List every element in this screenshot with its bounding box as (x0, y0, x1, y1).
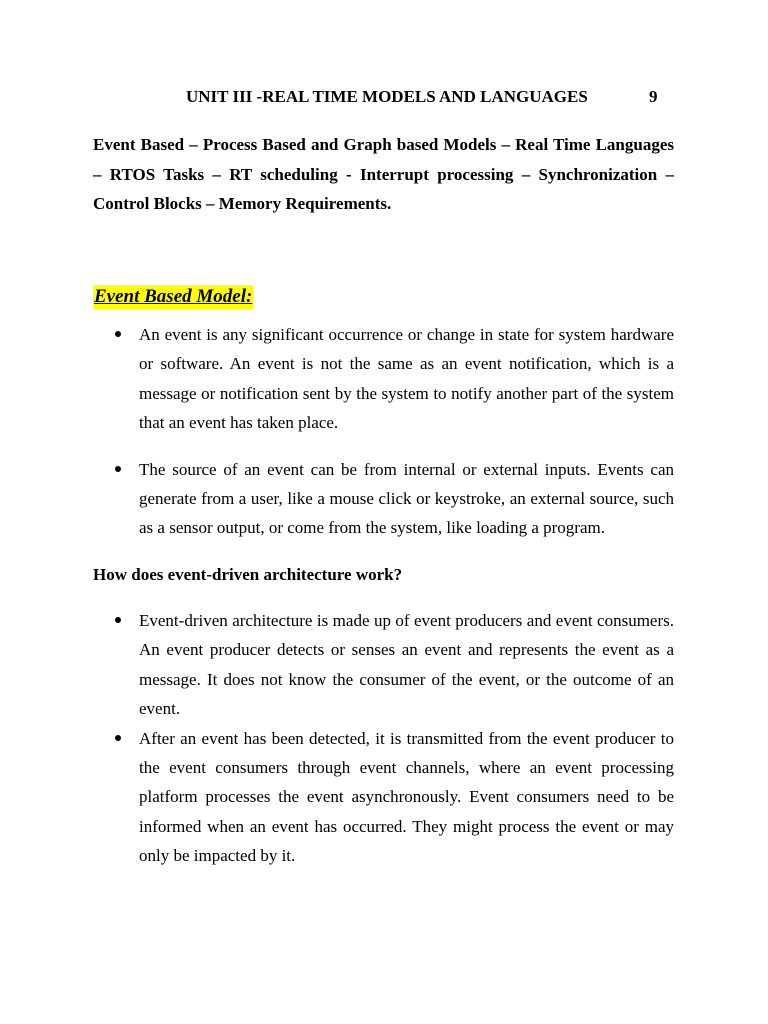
page-number: 9 (649, 87, 658, 106)
bullet-dot-icon (115, 331, 121, 337)
event-bullet-list (93, 320, 674, 543)
list-item (93, 455, 674, 543)
bullet-dot-icon (115, 466, 121, 472)
page-header (186, 87, 666, 107)
architecture-bullet-list (93, 606, 674, 871)
syllabus-topics: Event Based – Process Based and Graph based Models – Real Time Languages – RTOS Tasks – RT scheduling - Interrupt processing – Synchronization – Control Blocks – Memory Requirements. (93, 135, 674, 213)
list-item-text: The source of an event can be from internal or external inputs. Events can generate from a user, like a mouse click or keystroke, an external source, such as a sensor output, or come from the system, like loading a program. (139, 459, 674, 538)
list-item (93, 606, 674, 724)
list-item-text: Event-driven architecture is made up of event producers and event consumers. An event producer detects or senses an event and represents the event as a message. It does not know the consumer of the event, or the outcome of an event. (139, 611, 674, 719)
bullet-dot-icon (115, 617, 121, 623)
bullet-dot-icon (115, 735, 121, 741)
list-item (93, 320, 674, 438)
subheading: How does event-driven architecture work? (93, 565, 403, 584)
list-item-text: An event is any significant occurrence or change in state for system hardware or software. An event is not the same as an event notification, which is a message or notification sent by the system to notify another part of the system that an event has taken place. (139, 325, 674, 433)
unit-title: UNIT III -REAL TIME MODELS AND LANGUAGES (186, 87, 588, 106)
list-item (93, 724, 674, 871)
section-heading: Event Based Model: (94, 286, 253, 307)
list-item-text: After an event has been detected, it is transmitted from the event producer to the event consumers through event channels, where an event processing platform processes the event asynchronously. Event consumers need to be informed when an event has occurred. They might process the event or may only be impacted by it. (139, 728, 674, 866)
